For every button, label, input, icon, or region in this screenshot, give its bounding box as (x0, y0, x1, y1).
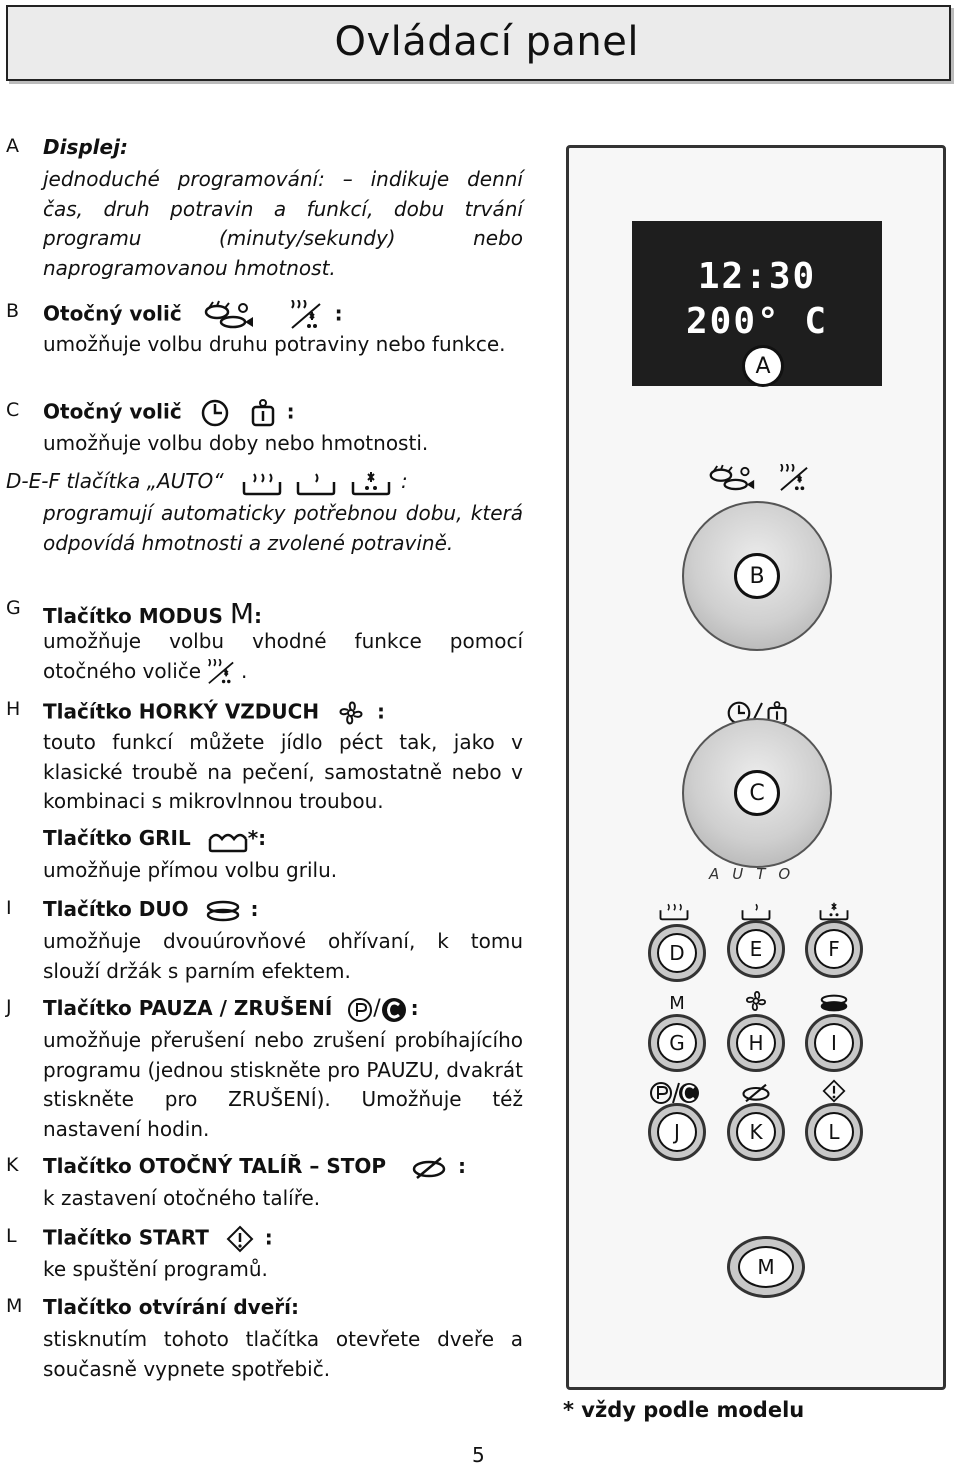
item-heading: Tlačítko DUO (43, 897, 189, 921)
grill-icon (208, 827, 248, 853)
item-description: umožňuje volbu doby nebo hmotnosti. (43, 431, 429, 455)
hot-air-button[interactable] (727, 1014, 785, 1072)
label-c: C (734, 770, 780, 816)
start-icon (814, 1076, 854, 1106)
item-heading-row (43, 597, 262, 630)
auto-label: AUTO (709, 865, 804, 883)
time-weight-selector-knob[interactable] (682, 718, 832, 868)
item-letter: G (6, 597, 21, 619)
item-letter: J (6, 996, 12, 1018)
label-b: B (734, 553, 780, 599)
label-g: G (657, 1023, 697, 1063)
item-description: programují automaticky potřebnou dobu, která odpovídá hmotnosti a zvolené potravině. (43, 501, 523, 555)
page-number: 5 (472, 1443, 485, 1467)
start-icon (226, 1225, 254, 1253)
heading-colon: : (264, 1225, 273, 1250)
turntable-stop-button[interactable] (727, 1103, 785, 1161)
item-heading-row (43, 996, 419, 1023)
item-description: touto funkcí můžete jídlo péct tak, jako v klasické troubě na pečení, samostatně nebo v kombinaci s mikrovlnnou troubou. (43, 730, 523, 814)
label-m: M (738, 1246, 794, 1288)
auto-defrost-icon (242, 470, 282, 496)
item-heading: Displej: (43, 135, 128, 159)
item-heading-row (43, 897, 259, 922)
item-heading: Tlačítko GRIL (43, 826, 191, 850)
duo-button[interactable] (805, 1014, 863, 1072)
display-time: 12:30 (697, 256, 817, 297)
display-screen (632, 221, 882, 386)
mode-icon (205, 659, 237, 685)
item-letter: K (6, 1154, 19, 1176)
door-open-button[interactable] (727, 1236, 805, 1298)
cancel-icon (381, 997, 407, 1023)
food-selector-knob[interactable] (682, 501, 832, 651)
item-letter: I (6, 897, 12, 919)
auto-cook-icon (351, 470, 391, 496)
heading-colon: : (334, 301, 343, 326)
item-heading-row (43, 300, 343, 330)
mode-icon (774, 463, 814, 493)
food-icon (203, 300, 255, 330)
item-description: umožňuje volbu druhu potraviny nebo funkce. (43, 332, 506, 356)
auto-reheat-button[interactable] (727, 920, 785, 978)
item-letter: M (6, 1295, 23, 1317)
heading-colon: : (377, 699, 385, 724)
item-heading: Otočný volič (43, 399, 182, 424)
heading-colon: : (250, 897, 259, 921)
auto-cook-button[interactable] (805, 920, 863, 978)
label-e: E (736, 929, 776, 969)
title-box (6, 5, 951, 81)
item-letter: L (6, 1225, 17, 1247)
weight-icon (250, 399, 276, 427)
item-heading: Tlačítko PAUZA / ZRUŠENÍ (43, 996, 333, 1020)
duo-icon (206, 900, 240, 922)
heading-colon: : (286, 399, 295, 424)
heading-colon: : (401, 469, 408, 493)
item-letter: C (6, 399, 20, 421)
food-icon (707, 463, 757, 493)
label-f: F (814, 929, 854, 969)
fan-icon (336, 698, 366, 728)
item-heading-row (43, 399, 295, 427)
item-heading: Tlačítko START (43, 1225, 209, 1250)
item-description: stisknutím tohoto tlačítka otevřete dveře a současně vypnete spotřebič. (43, 1327, 523, 1381)
label-l: L (814, 1112, 854, 1152)
label-k: K (736, 1112, 776, 1152)
item-description: ke spuštění programů. (43, 1257, 268, 1281)
start-button[interactable] (805, 1103, 863, 1161)
mode-icon (288, 300, 324, 330)
item-heading: Tlačítko OTOČNÝ TALÍŘ – STOP (43, 1154, 387, 1178)
item-heading: D-E-F tlačítka „AUTO“ (6, 469, 224, 493)
label-i: I (814, 1023, 854, 1063)
item-heading: Tlačítko HORKÝ VZDUCH (43, 699, 320, 724)
pause-icon (347, 997, 373, 1023)
item-description: k zastavení otočného talíře. (43, 1186, 321, 1210)
modus-symbol: M (669, 992, 685, 1014)
label-d: D (657, 933, 697, 973)
control-panel-illustration (566, 145, 946, 1390)
item-description (43, 627, 523, 686)
clock-icon (201, 399, 229, 427)
item-heading: Tlačítko otvírání dveří: (43, 1295, 299, 1319)
modus-button[interactable] (648, 1014, 706, 1072)
label-a: A (742, 345, 784, 387)
item-description: umožňuje dvouúrovňové ohřívaní, k tomu slouží držák s parním efektem. (43, 929, 523, 983)
item-description-text: umožňuje volbu vhodné funkce pomocí otočného voliče (43, 629, 523, 683)
item-letter: H (6, 698, 21, 720)
fan-icon (736, 986, 776, 1016)
item-letter: A (6, 135, 19, 157)
auto-defrost-button[interactable] (648, 924, 706, 982)
turntable-stop-icon (411, 1156, 447, 1180)
item-heading: Otočný volič (43, 301, 182, 326)
item-description: jednoduché programování: – indikuje denní čas, druh potravin a funkcí, dobu trvání programu (minuty/sekundy) nebo naprogramovanou hmotnost. (43, 167, 523, 280)
footnote: * vždy podle modelu (563, 1398, 805, 1422)
slash-separator: / (373, 996, 381, 1021)
item-description: umožňuje přerušení nebo zrušení probíhajícího programu (jednou stiskněte pro PAUZU, dvakrát stiskněte pro ZRUŠENÍ). Umožňuje též nastavení hodin. (43, 1028, 523, 1141)
heading-colon: : (254, 604, 263, 628)
item-heading-row (43, 698, 385, 728)
heading-colon: *: (247, 826, 267, 850)
label-j: J (657, 1112, 697, 1152)
page-title: Ovládací panel (334, 19, 639, 65)
item-heading-row (43, 1154, 466, 1180)
item-heading-row (6, 469, 408, 496)
label-h: H (736, 1023, 776, 1063)
pause-cancel-button[interactable] (648, 1103, 706, 1161)
item-heading: Tlačítko MODUS (43, 604, 223, 628)
auto-defrost-icon (654, 896, 694, 926)
item-description: umožňuje přímou volbu grilu. (43, 858, 338, 882)
item-letter: B (6, 300, 20, 322)
heading-colon: : (457, 1154, 466, 1178)
auto-reheat-icon (296, 470, 336, 496)
item-description-end: . (241, 658, 248, 683)
item-heading-row (43, 1225, 273, 1253)
modus-symbol: M (229, 597, 255, 630)
item-heading-row (43, 826, 266, 853)
display-temperature: 200° C (685, 301, 829, 342)
heading-colon: : (410, 996, 419, 1020)
